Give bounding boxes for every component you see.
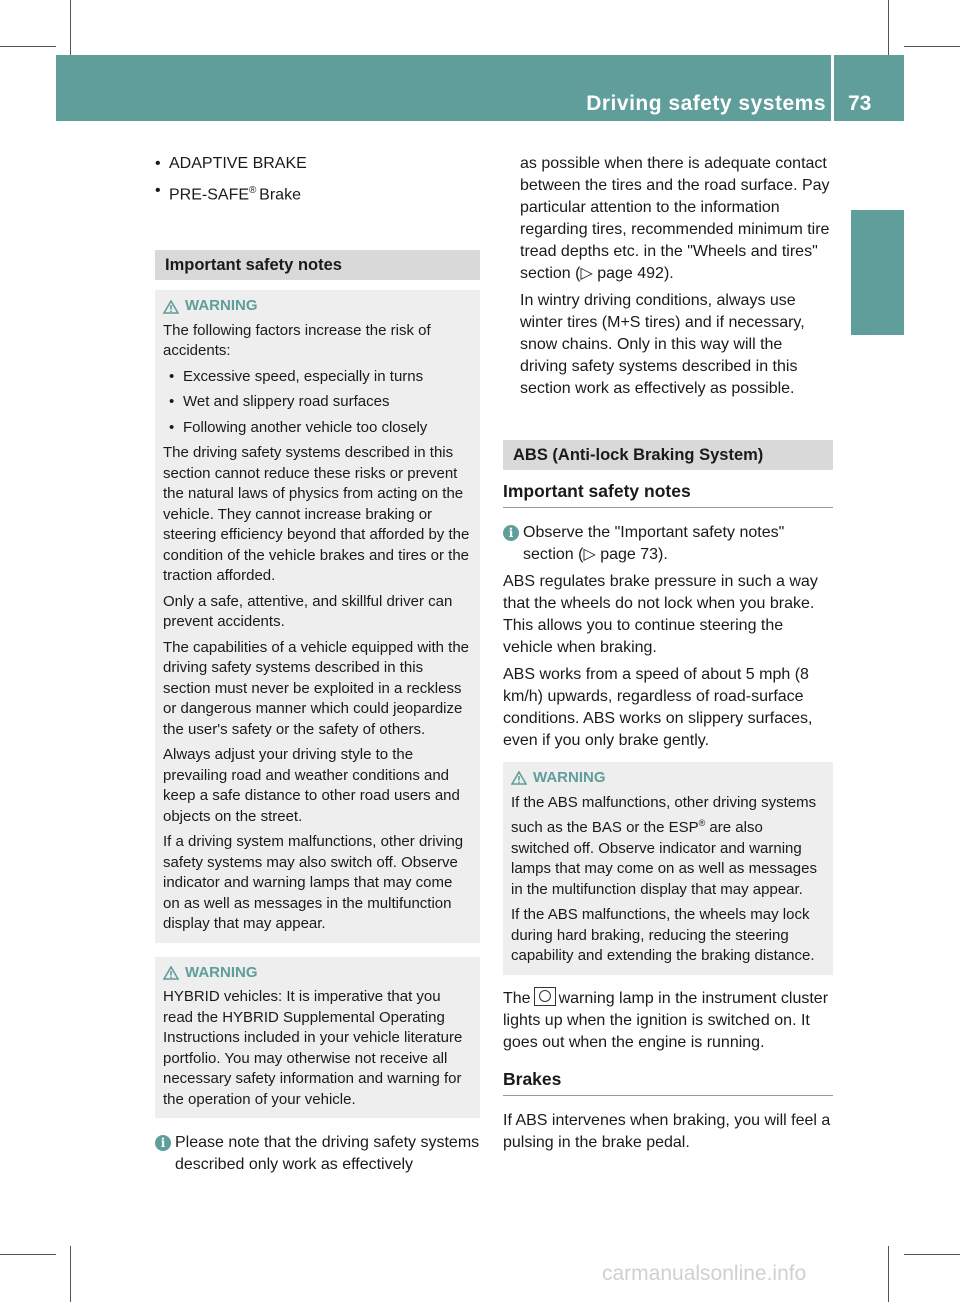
warning-box xyxy=(503,762,833,975)
list-item: • ADAPTIVE BRAKE xyxy=(155,153,480,175)
info-note: i Please note that the driving safety systems described only work as effectively xyxy=(155,1132,480,1176)
left-column xyxy=(155,153,480,1181)
list-item: • PRE-SAFE® Brake xyxy=(155,180,480,206)
crop-mark xyxy=(0,46,56,47)
warning-text: If a driving system malfunctions, other driving safety systems may also switch off. Observe indicator and warning lamps that may come on as well as messages in the multifunction display that may appear. xyxy=(163,833,464,933)
warning-text: If the ABS malfunctions, other driving systems such as the BAS or the ESP® are also switched off. Observe indicator and warning lamps that may come on as well as messages in the multifunction display that may appear. xyxy=(511,793,817,898)
warning-text: Always adjust your driving style to the prevailing road and weather conditions and keep a safe distance to other road users and objects on the street. xyxy=(163,746,460,825)
warning-text: Only a safe, attentive, and skillful driver can prevent accidents. xyxy=(163,592,453,631)
body-paragraph: ABS regulates brake pressure in such a way that the wheels do not lock when you brake. This allows you to continue steering the vehicle when braking. xyxy=(503,573,818,656)
warning-text: The driving safety systems described in this section cannot reduce these risks or prevent the natural laws of physics from acting on the vehicle. They cannot increase braking or steering efficiency beyond that afforded by the condition of the vehicle brakes and tires or the traction afforded. xyxy=(163,444,470,585)
info-icon: i xyxy=(155,1135,171,1151)
info-note: i Observe the "Important safety notes" section (▷ page 73). xyxy=(503,522,833,566)
warning-heading: WARNING xyxy=(511,768,825,789)
page-number: 73 xyxy=(848,92,872,115)
crop-mark xyxy=(70,0,71,55)
warning-box xyxy=(155,290,480,943)
crop-mark xyxy=(904,46,960,47)
info-icon: i xyxy=(503,525,519,541)
info-note-continued: as possible when there is adequate contact between the tires and the road surface. Pay particular attention to the information regarding tires, recommended minimum tire tread depths etc. in the "Wheels and tires" section (▷ page 492). In wintry driving conditions, always use winter tires (M+S tires) and if necessary, snow chains. Only in this way will the driving safety systems described in this section work as effectively as possible. xyxy=(520,155,830,397)
warning-heading: WARNING xyxy=(163,296,472,317)
subsection-heading: Important safety notes xyxy=(503,480,833,508)
warning-triangle-icon xyxy=(511,771,527,785)
crop-mark xyxy=(70,1246,71,1302)
body-paragraph: If ABS intervenes when braking, you will feel a pulsing in the brake pedal. xyxy=(503,1111,831,1151)
warning-text: The following factors increase the risk of accidents: xyxy=(163,321,431,360)
header-separator xyxy=(831,55,834,121)
list-item: • Following another vehicle too closely xyxy=(169,418,472,439)
crop-mark xyxy=(0,1254,56,1255)
list-item: • Wet and slippery road surfaces xyxy=(169,392,472,413)
warning-text: If the ABS malfunctions, the wheels may lock during hard braking, reducing the steering capability and extending the braking distance. xyxy=(511,906,815,964)
side-tab-label: Safety xyxy=(852,268,877,335)
crop-mark xyxy=(888,1246,889,1302)
warning-heading: WARNING xyxy=(163,963,472,984)
warning-text: The capabilities of a vehicle equipped with the driving safety systems described in this section must never be exploited in a reckless or dangerous manner which could jeopardize the user's safety or the safety of others. xyxy=(163,638,470,738)
warning-box xyxy=(155,957,480,1119)
warning-triangle-icon xyxy=(163,966,179,980)
right-column xyxy=(503,153,833,1159)
list-item: • Excessive speed, especially in turns xyxy=(169,367,472,388)
body-paragraph: The warning lamp in the instrument cluster lights up when the ignition is switched on. It goes out when the engine is running. xyxy=(503,987,833,1054)
watermark: carmanualsonline.info xyxy=(602,1262,807,1285)
section-heading: ABS (Anti-lock Braking System) xyxy=(503,440,833,470)
crop-mark xyxy=(888,0,889,55)
page-header-title: Driving safety systems xyxy=(586,92,826,115)
subsection-heading: Brakes xyxy=(503,1068,833,1096)
abs-warning-lamp-icon xyxy=(534,987,556,1006)
section-heading: Important safety notes xyxy=(155,250,480,280)
warning-text: HYBRID vehicles: It is imperative that you read the HYBRID Supplemental Operating Instructions included in your vehicle literature portfolio. You may otherwise not receive all necessary safety information and warning for the operation of your vehicle. xyxy=(163,988,463,1108)
warning-triangle-icon xyxy=(163,300,179,314)
crop-mark xyxy=(904,1254,960,1255)
body-paragraph: ABS works from a speed of about 5 mph (8 km/h) upwards, regardless of road-surface conditions. ABS works on slippery surfaces, even if you only brake gently. xyxy=(503,666,813,749)
